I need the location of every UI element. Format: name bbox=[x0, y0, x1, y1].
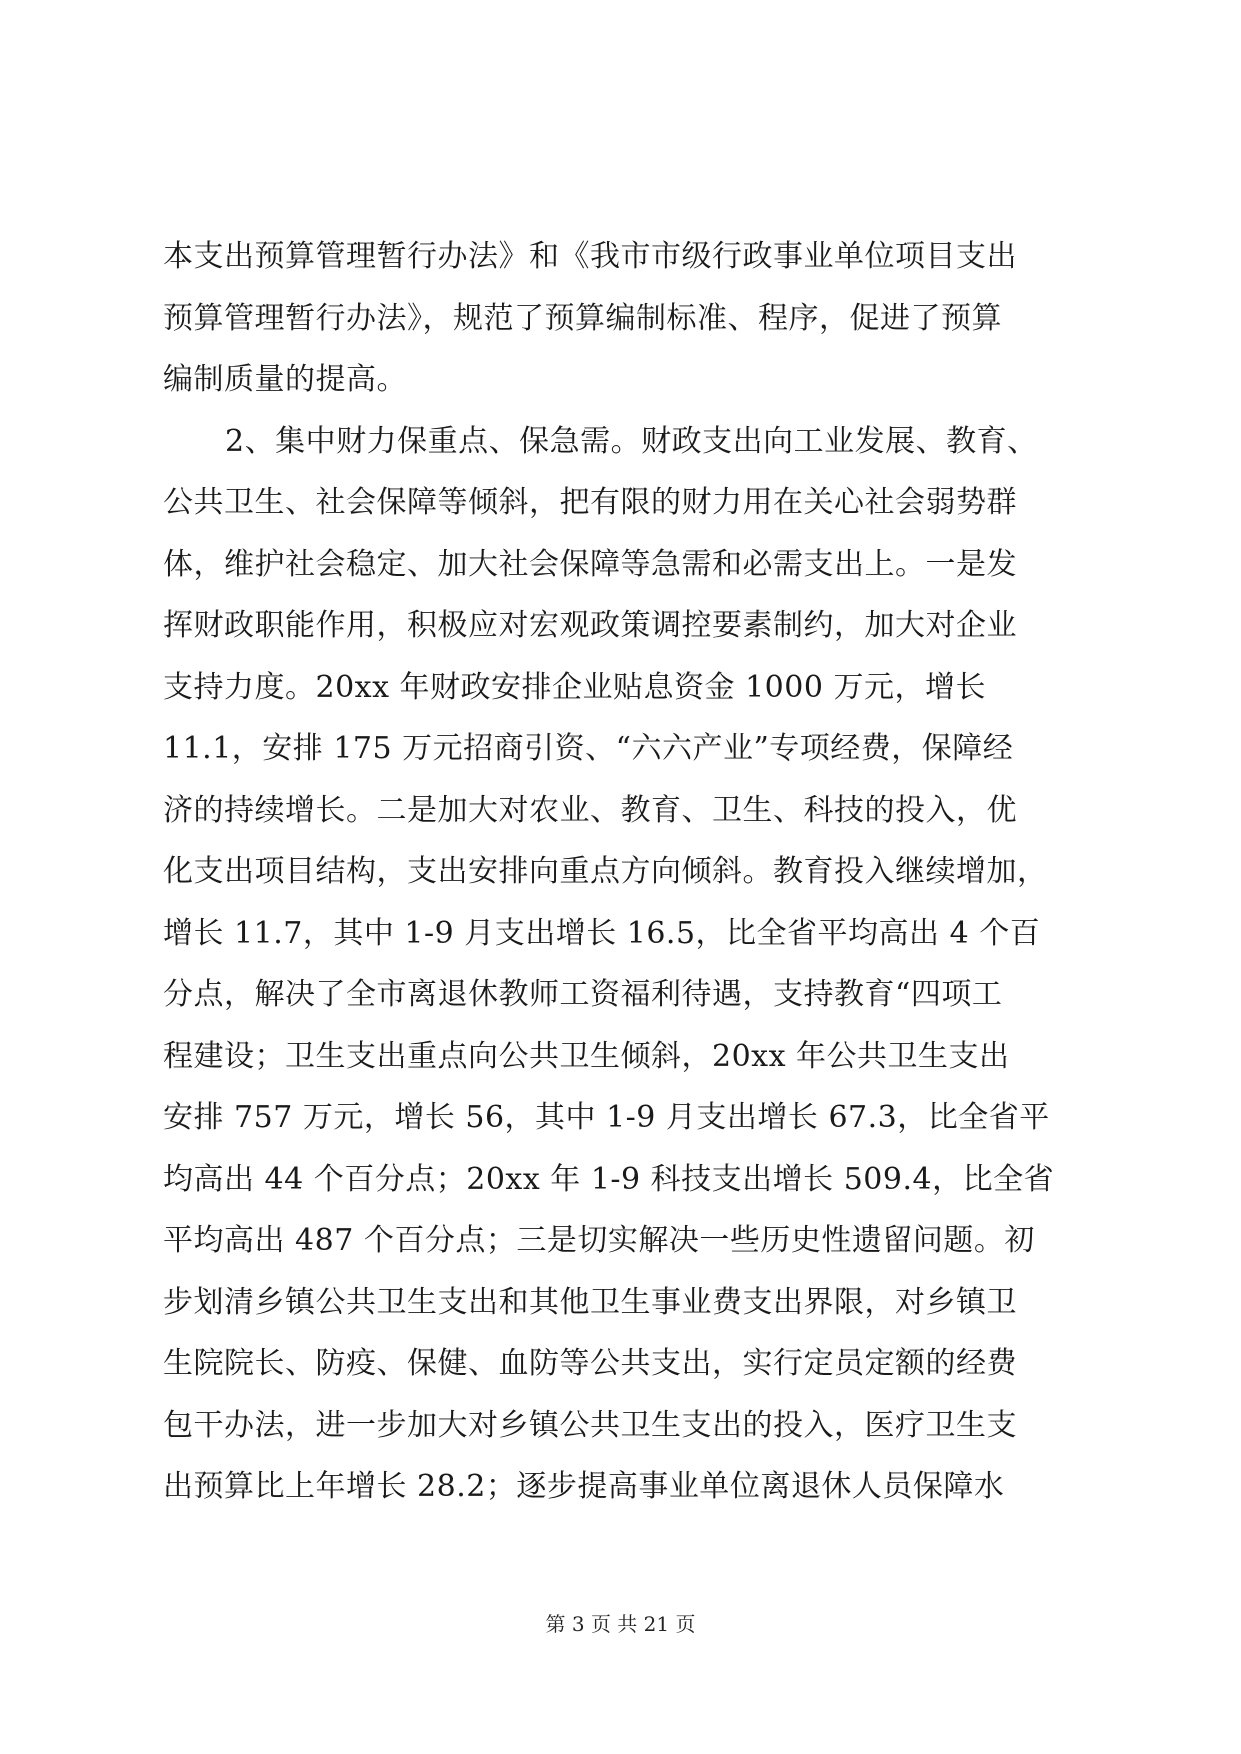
text-line: 挥财政职能作用，积极应对宏观政策调控要素制约，加大对企业 bbox=[163, 608, 1017, 643]
text-line: 济的持续增长。二是加大对农业、教育、卫生、科技的投入，优 bbox=[163, 792, 1017, 828]
text-line: 编制质量的提高。 bbox=[163, 362, 407, 397]
text-line: 支持力度。20xx 年财政安排企业贴息资金 1000 万元，增长 bbox=[163, 669, 986, 705]
text-line: 平均高出 487 个百分点；三是切实解决一些历史性遗留问题。初 bbox=[163, 1223, 1035, 1258]
text-line: 本支出预算管理暂行办法》和《我市市级行政事业单位项目支出 bbox=[163, 239, 1017, 274]
text-line: 分点，解决了全市离退休教师工资福利待遇，支持教育“四项工 bbox=[163, 977, 1003, 1012]
text-line: 11.1，安排 175 万元招商引资、“六六产业”专项经费，保障经 bbox=[163, 731, 1014, 766]
paragraph-start-line: 2、集中财力保重点、保急需。财政支出向工业发展、教育、 bbox=[225, 423, 1038, 459]
text-line: 步划清乡镇公共卫生支出和其他卫生事业费支出界限，对乡镇卫 bbox=[163, 1284, 1017, 1320]
text-line: 安排 757 万元，增长 56，其中 1-9 月支出增长 67.3，比全省平 bbox=[163, 1100, 1050, 1135]
text-line: 预算管理暂行办法》，规范了预算编制标准、程序，促进了预算 bbox=[163, 300, 1002, 336]
text-line: 公共卫生、社会保障等倾斜，把有限的财力用在关心社会弱势群 bbox=[163, 485, 1017, 520]
text-line: 出预算比上年增长 28.2；逐步提高事业单位离退休人员保障水 bbox=[163, 1469, 1005, 1504]
page-number-footer: 第 3 页 共 21 页 bbox=[545, 1612, 696, 1636]
text-line: 均高出 44 个百分点；20xx 年 1-9 科技支出增长 509.4，比全省 bbox=[163, 1161, 1055, 1197]
text-line: 化支出项目结构，支出安排向重点方向倾斜。教育投入继续增加， bbox=[163, 854, 1048, 889]
text-line: 程建设；卫生支出重点向公共卫生倾斜，20xx 年公共卫生支出 bbox=[163, 1038, 1010, 1074]
text-line: 包干办法，进一步加大对乡镇公共卫生支出的投入，医疗卫生支 bbox=[163, 1407, 1017, 1443]
text-line: 增长 11.7，其中 1-9 月支出增长 16.5，比全省平均高出 4 个百 bbox=[163, 915, 1041, 951]
document-body bbox=[163, 226, 1083, 1518]
text-line: 生院院长、防疫、保健、血防等公共支出，实行定员定额的经费 bbox=[163, 1346, 1017, 1381]
text-line: 体，维护社会稳定、加大社会保障等急需和必需支出上。一是发 bbox=[163, 546, 1017, 582]
